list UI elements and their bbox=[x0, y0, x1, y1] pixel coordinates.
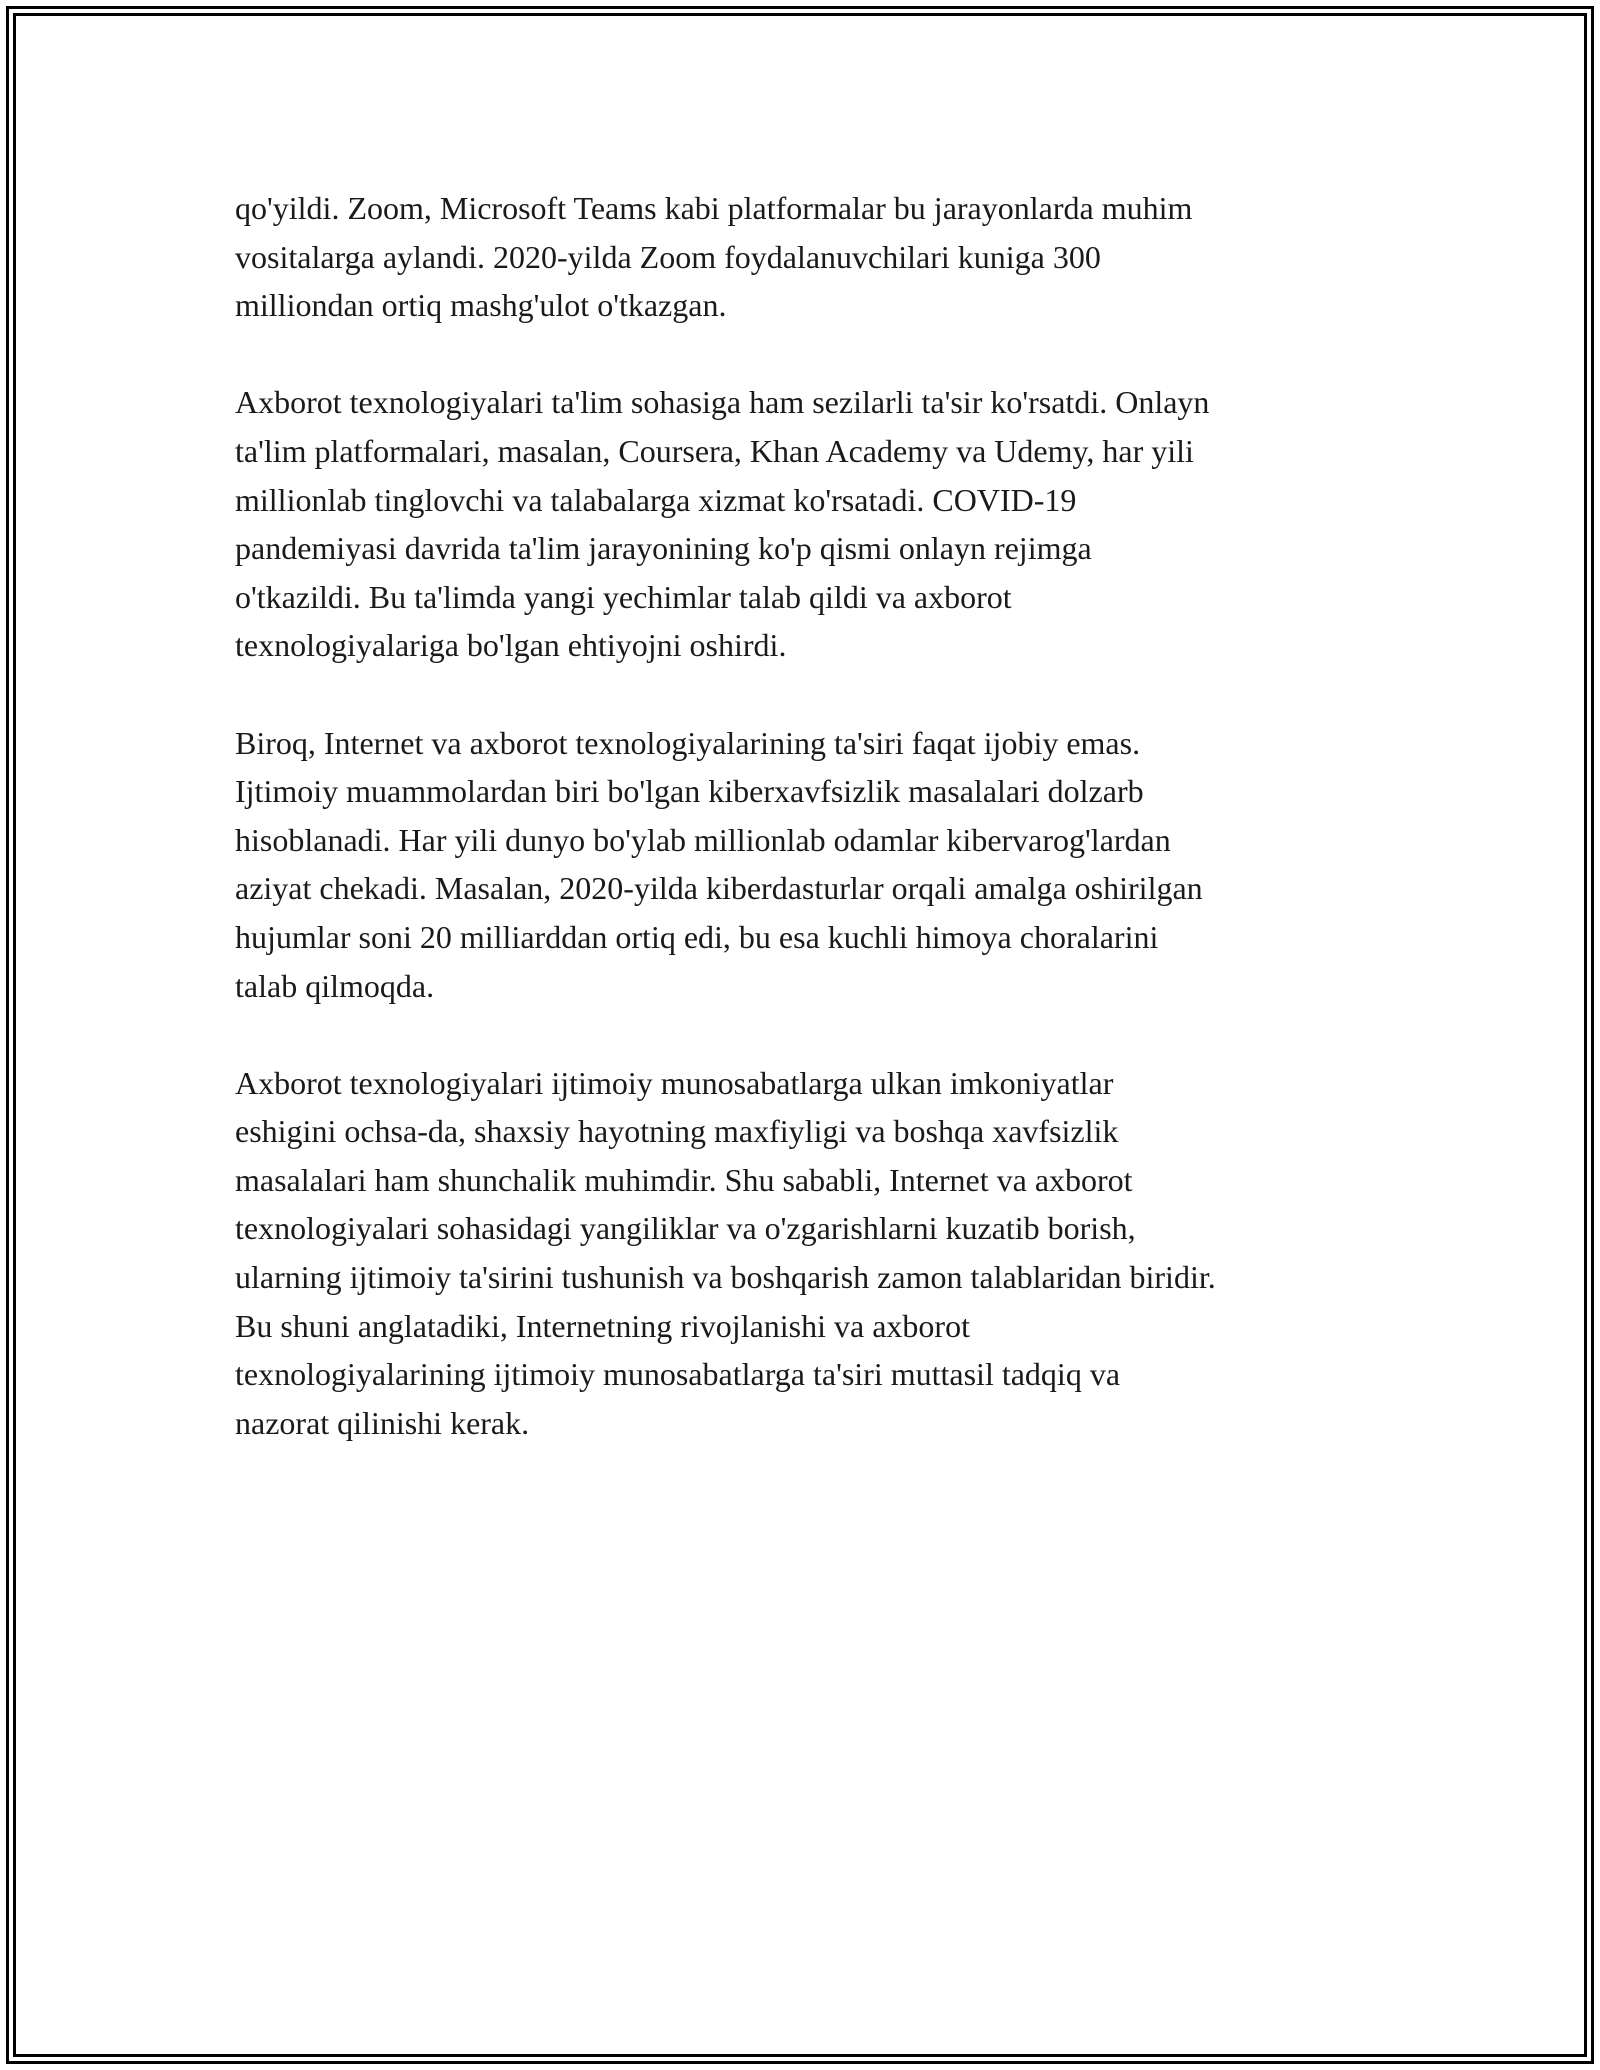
text-line: ularning ijtimoiy ta'sirini tushunish va boshqarish zamon talablaridan biridir. bbox=[235, 1259, 1216, 1296]
text-line: aziyat chekadi. Masalan, 2020-yilda kiberdasturlar orqali amalga oshirilgan bbox=[235, 870, 1203, 907]
text-line: Axborot texnologiyalari ijtimoiy munosabatlarga ulkan imkoniyatlar bbox=[235, 1064, 1114, 1101]
paragraph bbox=[235, 719, 1375, 1011]
text-line: vositalarga aylandi. 2020-yilda Zoom foydalanuvchilari kuniga 300 bbox=[235, 238, 1101, 275]
text-line: milliondan ortiq mashg'ulot o'tkazgan. bbox=[235, 287, 727, 324]
text-line: o'tkazildi. Bu ta'limda yangi yechimlar talab qildi va axborot bbox=[235, 578, 1012, 615]
text-line: eshigini ochsa-da, shaxsiy hayotning maxfiyligi va boshqa xavfsizlik bbox=[235, 1113, 1119, 1150]
text-line: texnologiyalariga bo'lgan ehtiyojni oshirdi. bbox=[235, 627, 787, 664]
text-line: ta'lim platformalari, masalan, Coursera, Khan Academy va Udemy, har yili bbox=[235, 432, 1194, 469]
text-line: texnologiyalari sohasidagi yangiliklar va o'zgarishlarni kuzatib borish, bbox=[235, 1210, 1136, 1247]
paragraph bbox=[235, 1059, 1375, 1448]
text-line: pandemiyasi davrida ta'lim jarayonining ko'p qismi onlayn rejimga bbox=[235, 530, 1092, 567]
text-line: millionlab tinglovchi va talabalarga xizmat ko'rsatadi. COVID-19 bbox=[235, 481, 1077, 518]
paragraph bbox=[235, 184, 1375, 330]
text-line: Axborot texnologiyalari ta'lim sohasiga ham sezilarli ta'sir ko'rsatdi. Onlayn bbox=[235, 384, 1210, 421]
text-line: Bu shuni anglatadiki, Internetning rivojlanishi va axborot bbox=[235, 1307, 970, 1344]
text-line: texnologiyalarining ijtimoiy munosabatlarga ta'siri muttasil tadqiq va bbox=[235, 1356, 1121, 1393]
paragraph bbox=[235, 378, 1375, 670]
text-line: masalalari ham shunchalik muhimdir. Shu sababli, Internet va axborot bbox=[235, 1161, 1133, 1198]
text-line: Ijtimoiy muammolardan biri bo'lgan kiberxavfsizlik masalalari dolzarb bbox=[235, 773, 1144, 810]
text-line: nazorat qilinishi kerak. bbox=[235, 1404, 530, 1441]
text-line: hujumlar soni 20 milliarddan ortiq edi, bu esa kuchli himoya choralarini bbox=[235, 918, 1159, 955]
document-body bbox=[235, 184, 1375, 1496]
text-line: Biroq, Internet va axborot texnologiyalarining ta'siri faqat ijobiy emas. bbox=[235, 724, 1141, 761]
text-line: qo'yildi. Zoom, Microsoft Teams kabi platformalar bu jarayonlarda muhim bbox=[235, 190, 1193, 226]
text-line: talab qilmoqda. bbox=[235, 967, 435, 1004]
text-line: hisoblanadi. Har yili dunyo bo'ylab millionlab odamlar kibervarog'lardan bbox=[235, 821, 1171, 858]
